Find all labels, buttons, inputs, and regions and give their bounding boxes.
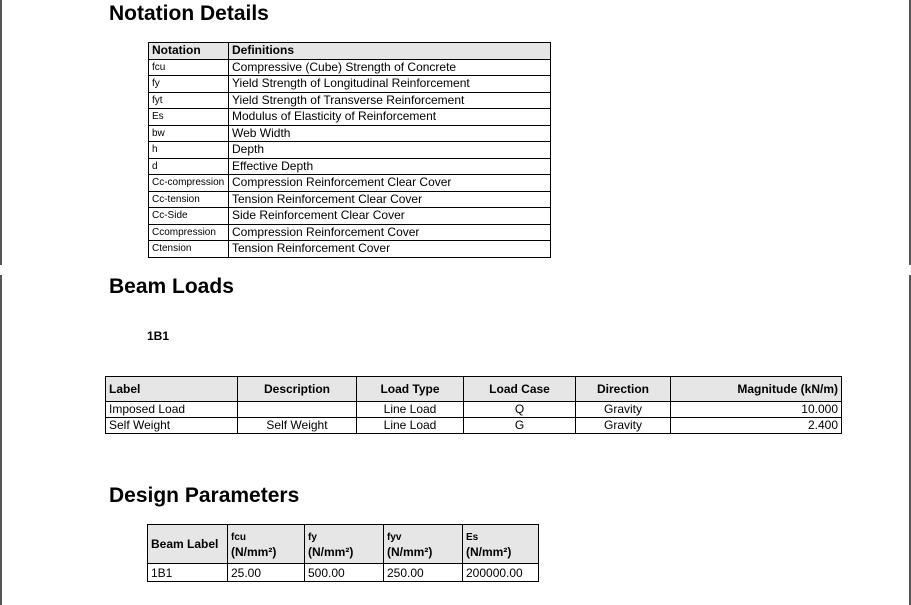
load-type-cell: Line Load xyxy=(357,402,464,418)
table-row xyxy=(149,125,551,142)
table-row xyxy=(149,191,551,208)
table-header-row xyxy=(149,43,551,60)
notation-definition-cell: Compression Reinforcement Cover xyxy=(229,224,551,241)
fyv-unit: (N/mm²) xyxy=(387,545,433,559)
fcu-header xyxy=(228,525,305,564)
notation-definition-cell: Effective Depth xyxy=(229,158,551,175)
notation-symbol-cell: h xyxy=(149,142,229,159)
notation-definition-cell: Compression Reinforcement Clear Cover xyxy=(229,175,551,192)
notation-symbol-cell: bw xyxy=(149,125,229,142)
notation-symbol-cell: Cc-tension xyxy=(149,191,229,208)
fy-header xyxy=(305,525,384,564)
beam-label: 1B1 xyxy=(147,329,170,343)
notation-symbol-cell: Cc-compression xyxy=(149,175,229,192)
design-parameters-heading: Design Parameters xyxy=(109,484,300,507)
page-left-edge-lower xyxy=(0,275,2,605)
fyv-header xyxy=(384,525,463,564)
definitions-header: Definitions xyxy=(229,43,551,60)
table-row xyxy=(149,59,551,76)
load-label-cell: Self Weight xyxy=(106,418,238,434)
table-row xyxy=(149,76,551,93)
load-magnitude-cell: 2.400 xyxy=(671,418,842,434)
notation-symbol-cell: fy xyxy=(149,76,229,93)
table-row xyxy=(149,208,551,225)
notation-symbol-cell: Es xyxy=(149,109,229,126)
table-row xyxy=(149,158,551,175)
table-row xyxy=(149,241,551,258)
notation-definition-cell: Yield Strength of Transverse Reinforcement xyxy=(229,92,551,109)
notation-definition-cell: Tension Reinforcement Cover xyxy=(229,241,551,258)
load-direction-cell: Gravity xyxy=(576,418,671,434)
load-label-cell: Imposed Load xyxy=(106,402,238,418)
fy-unit: (N/mm²) xyxy=(308,545,354,559)
table-row xyxy=(148,564,539,582)
beam-loads-heading: Beam Loads xyxy=(109,275,234,298)
load-type-cell: Line Load xyxy=(357,418,464,434)
notation-symbol-cell: Ctension xyxy=(149,241,229,258)
design-parameters-table xyxy=(147,524,539,582)
notation-symbol-cell: fcu xyxy=(149,59,229,76)
load-magnitude-cell: 10.000 xyxy=(671,402,842,418)
notation-definition-cell: Yield Strength of Longitudinal Reinforcement xyxy=(229,76,551,93)
param-fy-cell: 500.00 xyxy=(305,564,384,582)
param-es-cell: 200000.00 xyxy=(463,564,539,582)
notation-symbol-cell: Ccompression xyxy=(149,224,229,241)
fcu-symbol: fcu xyxy=(231,532,246,543)
notation-table xyxy=(148,42,551,258)
notation-details-heading: Notation Details xyxy=(109,2,269,25)
es-header xyxy=(463,525,539,564)
load-case-cell: Q xyxy=(464,402,576,418)
notation-definition-cell: Web Width xyxy=(229,125,551,142)
notation-definition-cell: Depth xyxy=(229,142,551,159)
notation-definition-cell: Modulus of Elasticity of Reinforcement xyxy=(229,109,551,126)
notation-symbol-cell: d xyxy=(149,158,229,175)
load-case-cell: G xyxy=(464,418,576,434)
load-case-header: Load Case xyxy=(464,377,576,402)
es-symbol: Es xyxy=(466,532,479,543)
label-header: Label xyxy=(106,377,238,402)
notation-symbol-cell: Cc-Side xyxy=(149,208,229,225)
fy-symbol: fy xyxy=(308,532,317,543)
es-unit: (N/mm²) xyxy=(466,545,512,559)
table-row xyxy=(149,175,551,192)
table-row xyxy=(149,142,551,159)
table-header-row xyxy=(148,525,539,564)
table-row xyxy=(106,402,842,418)
table-row xyxy=(149,109,551,126)
table-row xyxy=(149,92,551,109)
notation-definition-cell: Compressive (Cube) Strength of Concrete xyxy=(229,59,551,76)
param-fyv-cell: 250.00 xyxy=(384,564,463,582)
notation-table-body xyxy=(149,59,551,257)
notation-symbol-cell: fyt xyxy=(149,92,229,109)
page-left-edge xyxy=(0,0,2,265)
load-description-cell: Self Weight xyxy=(238,418,357,434)
load-description-cell xyxy=(238,402,357,418)
param-fcu-cell: 25.00 xyxy=(228,564,305,582)
load-direction-cell: Gravity xyxy=(576,402,671,418)
table-row xyxy=(106,418,842,434)
notation-definition-cell: Tension Reinforcement Clear Cover xyxy=(229,191,551,208)
load-type-header: Load Type xyxy=(357,377,464,402)
beam-label-header: Beam Label xyxy=(148,525,228,564)
fyv-symbol: fyv xyxy=(387,532,402,543)
param-beam-label-cell: 1B1 xyxy=(148,564,228,582)
notation-definition-cell: Side Reinforcement Clear Cover xyxy=(229,208,551,225)
notation-header: Notation xyxy=(149,43,229,60)
magnitude-header: Magnitude (kN/m) xyxy=(671,377,842,402)
beam-loads-table xyxy=(105,376,842,434)
table-header-row xyxy=(106,377,842,402)
fcu-unit: (N/mm²) xyxy=(231,545,277,559)
table-row xyxy=(149,224,551,241)
direction-header: Direction xyxy=(576,377,671,402)
description-header: Description xyxy=(238,377,357,402)
